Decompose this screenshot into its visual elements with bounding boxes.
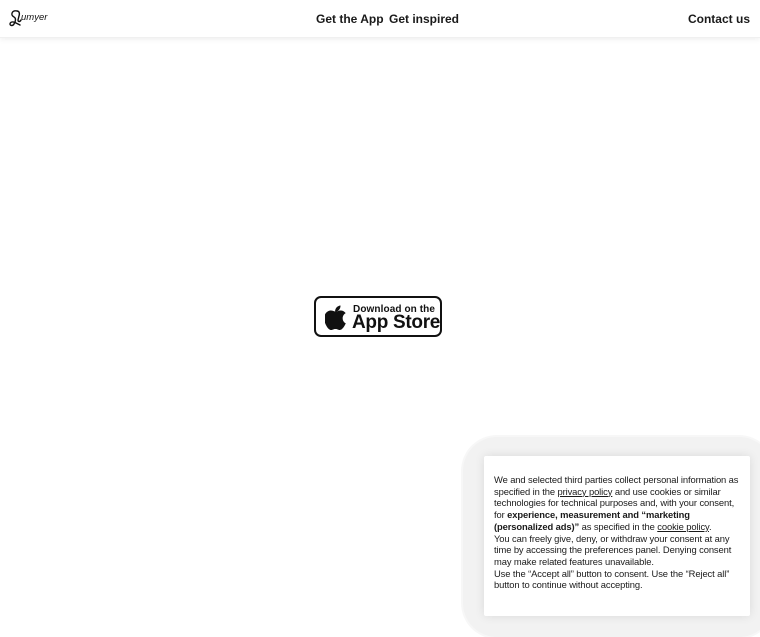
svg-text:umyer: umyer [21, 12, 48, 23]
consent-paragraph-3: Use the “Accept all” button to consent. Use the “Reject all” button to continue without accepting. [494, 567, 730, 591]
nav-contact-us[interactable]: Contact us [687, 12, 750, 26]
app-store-line2: App Store [352, 312, 441, 333]
consent-text-segment: and use cookies or similar technologies for technical purposes and, with your consent, for [494, 485, 735, 521]
cookie-consent-panel [484, 456, 750, 616]
apple-icon [325, 305, 347, 330]
nav-get-inspired[interactable]: Get inspired [389, 12, 460, 26]
consent-text-segment: . [708, 520, 712, 532]
app-store-download-button[interactable] [314, 296, 442, 337]
consent-paragraph-1 [494, 474, 744, 533]
lumyer-logo[interactable] [9, 8, 49, 28]
consent-paragraph-2: You can freely give, deny, or withdraw your consent at any time by accessing the preferences panel. Denying consent may make related features unavailable. [494, 532, 732, 567]
app-store-line1: Download on the [353, 304, 436, 315]
lumyer-logo-mark [9, 8, 49, 28]
cookie-policy-link[interactable]: cookie policy [657, 520, 709, 532]
consent-text-segment: We and selected third parties collect personal information as specified in the [494, 474, 739, 497]
privacy-policy-link[interactable]: privacy policy [557, 485, 613, 497]
consent-text [494, 474, 744, 591]
nav-get-the-app[interactable]: Get the App [316, 12, 384, 26]
consent-bold-purposes: experience, measurement and “marketing (personalized ads)” [494, 509, 690, 532]
top-navigation-bar [0, 0, 760, 38]
consent-text-segment: as specified in the [579, 520, 658, 532]
